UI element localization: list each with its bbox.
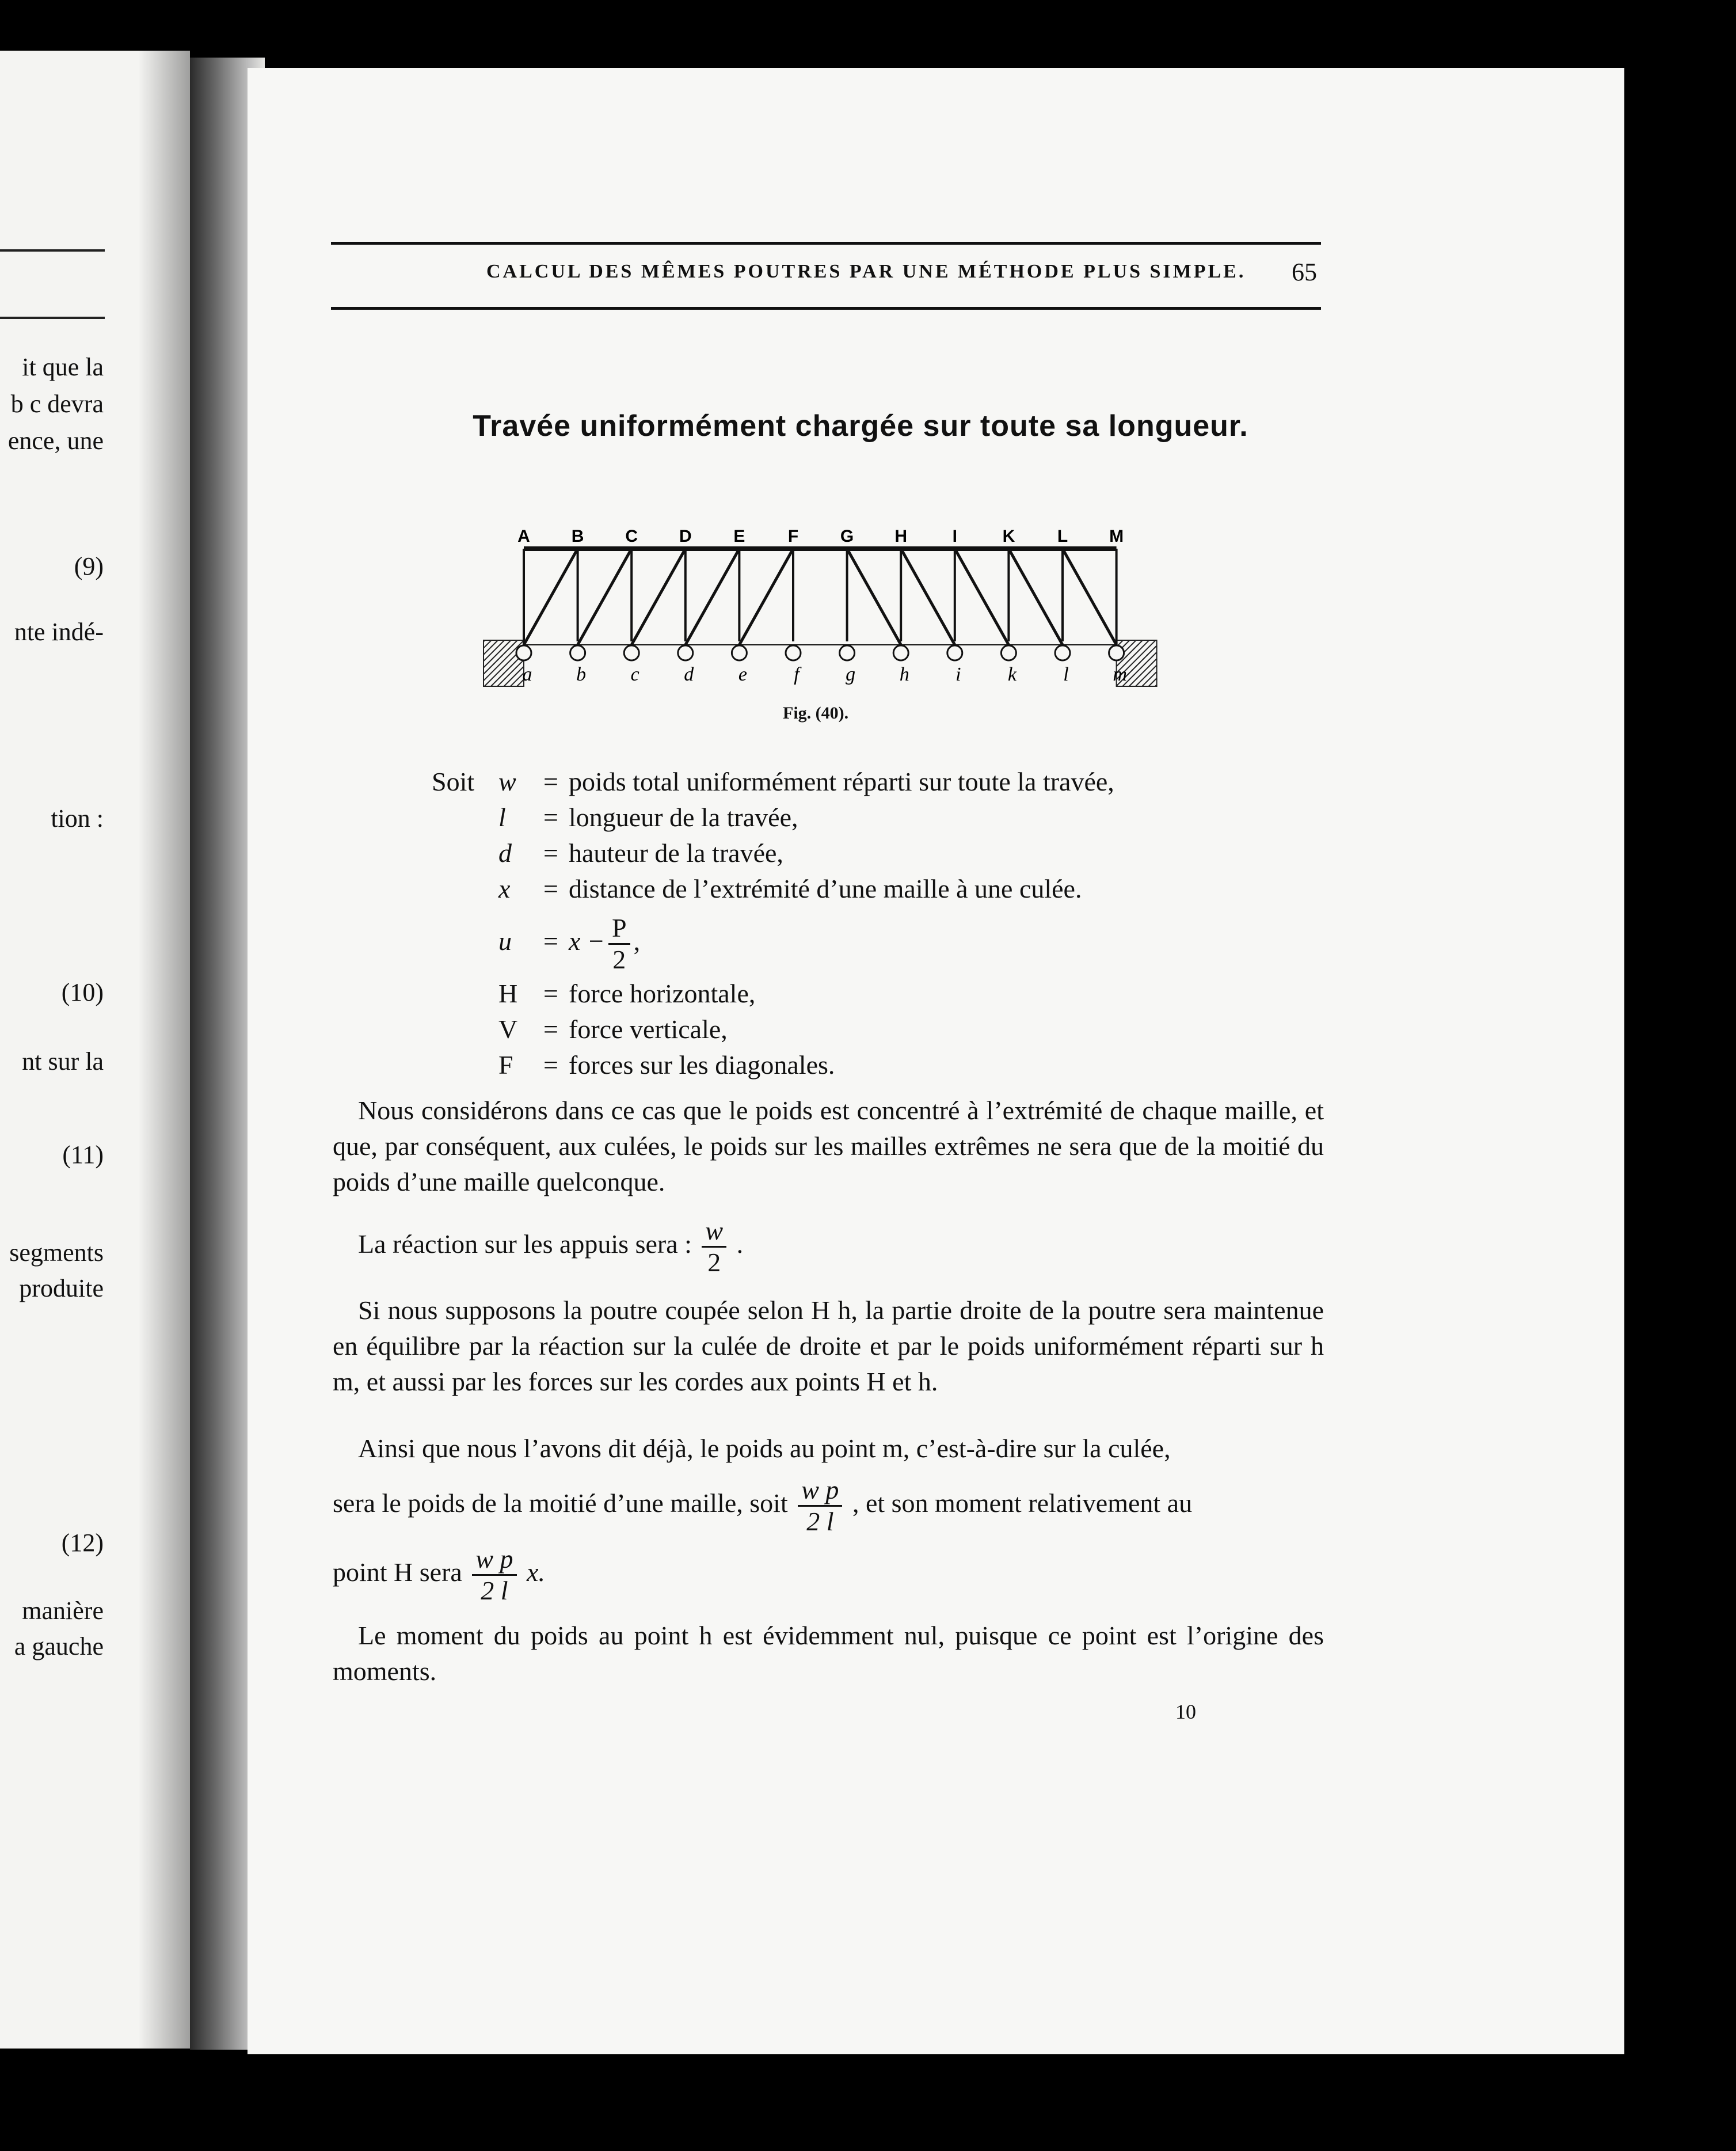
equals-sign: = — [543, 1050, 558, 1080]
top-node-label: H — [894, 527, 908, 546]
left-facing-page — [0, 51, 190, 2049]
bottom-node-label: m — [1113, 664, 1127, 685]
definition-text: poids total uniformément réparti sur toute la travée, — [569, 767, 1114, 796]
equals-sign: = — [543, 767, 558, 796]
definition-symbol: l — [498, 803, 506, 832]
definition-text: longueur de la travée, — [569, 803, 798, 832]
definition-text: hauteur de la travée, — [569, 838, 783, 868]
paragraph-4-text-d: x. — [527, 1557, 545, 1587]
definition-row — [498, 1048, 835, 1082]
header-rule-top — [331, 242, 1321, 245]
p-half-fraction — [608, 913, 630, 975]
section-title: Travée uniformément chargée sur toute sa longueur. — [473, 409, 1248, 443]
joint-roller — [1001, 645, 1016, 660]
diagonal-member — [631, 549, 686, 645]
definition-symbol: H — [498, 979, 518, 1008]
definition-row — [498, 765, 1114, 799]
bottom-node-label: k — [1007, 664, 1017, 685]
diagonal-member — [955, 549, 1009, 645]
definition-row — [498, 872, 1082, 906]
top-node-label: B — [571, 527, 584, 546]
definition-text: forces sur les diagonales. — [569, 1050, 835, 1080]
truss-figure — [478, 523, 1168, 707]
fraction-numerator: w p — [798, 1475, 842, 1507]
joint-roller — [786, 645, 801, 660]
left-page-line: tion : — [51, 804, 104, 833]
diagonal-member — [686, 549, 740, 645]
left-page-line: a gauche — [14, 1632, 104, 1660]
joint-roller — [893, 645, 908, 660]
joint-roller — [732, 645, 747, 660]
definition-row — [498, 836, 783, 871]
fraction-denominator: 2 l — [806, 1507, 834, 1536]
bottom-node-label: b — [576, 664, 587, 685]
left-page-line: b c devra — [10, 390, 104, 418]
left-page-line: segments — [9, 1238, 104, 1267]
top-node-label: L — [1057, 527, 1068, 546]
reaction-fraction — [702, 1216, 726, 1278]
spine-shadow — [138, 51, 190, 2049]
bottom-node-label: f — [794, 664, 800, 685]
diagonal-member — [847, 549, 901, 645]
paragraph-4-text-c: point H sera — [333, 1557, 462, 1587]
left-page-line: produite — [19, 1274, 104, 1302]
joint-roller — [840, 645, 855, 660]
diagonal-member — [1063, 549, 1117, 645]
top-node-label: C — [625, 527, 638, 546]
left-page-line: nte indé- — [14, 618, 104, 646]
joint-roller — [570, 645, 585, 660]
equals-sign: = — [543, 803, 558, 832]
left-page-rule-bottom — [0, 317, 105, 319]
paragraph-4-line-3 — [333, 1544, 545, 1606]
bottom-node-label: i — [955, 664, 961, 685]
fraction-numerator: w — [702, 1216, 726, 1248]
diagonal-member — [1008, 549, 1063, 645]
expression-tail: , — [633, 926, 641, 956]
bottom-node-label: c — [630, 664, 639, 685]
definition-symbol: F — [498, 1050, 513, 1080]
left-page-line: (12) — [61, 1529, 104, 1557]
equals-sign: = — [543, 1014, 558, 1044]
fraction-denominator: 2 l — [481, 1576, 508, 1605]
bottom-node-label: l — [1063, 664, 1069, 685]
top-node-label: A — [517, 527, 530, 546]
definition-symbol: w — [498, 767, 516, 796]
joint-roller — [678, 645, 693, 660]
definition-row — [498, 1012, 728, 1047]
paragraph-2-text: La réaction sur les appuis sera : — [358, 1229, 692, 1259]
joint-roller — [947, 645, 962, 660]
joint-roller — [624, 645, 639, 660]
top-node-label: F — [787, 527, 799, 546]
definition-symbol: x — [498, 874, 511, 903]
paragraph-2 — [358, 1216, 743, 1278]
book-page — [248, 68, 1624, 2054]
bottom-node-label: g — [846, 664, 856, 685]
bottom-node-label: d — [684, 664, 694, 685]
left-page-line: ence, une — [7, 427, 104, 455]
weight-fraction — [798, 1475, 842, 1537]
joint-roller — [1109, 645, 1124, 660]
bottom-node-label: h — [899, 664, 909, 685]
diagonal-member — [901, 549, 955, 645]
definition-row — [498, 800, 798, 835]
header-rule-bottom — [331, 307, 1321, 310]
fraction-numerator: w p — [472, 1544, 516, 1576]
definition-symbol: V — [498, 1014, 518, 1044]
top-node-label: I — [952, 527, 957, 546]
diagonal-member — [739, 549, 793, 645]
equals-sign: = — [543, 979, 558, 1008]
definition-text: force horizontale, — [569, 979, 756, 1008]
left-page-rule-top — [0, 249, 105, 252]
paragraph-4-text-b: , et son moment relativement au — [852, 1488, 1193, 1518]
paragraph-4-line-1: Ainsi que nous l’avons dit déjà, le poids au point m, c’est-à-dire sur la culée, — [358, 1434, 1171, 1463]
paragraph-3: Si nous supposons la poutre coupée selon H h, la partie droite de la poutre sera maintenue en équilibre par la réaction sur la culée de droite et par le poids uniformément réparti sur h m, et aussi par les forces sur les cordes aux points H et h. — [333, 1295, 1324, 1396]
equals-sign: = — [543, 926, 558, 956]
diagonal-member — [578, 549, 632, 645]
top-node-label: K — [1002, 527, 1015, 546]
paragraph-1: Nous considérons dans ce cas que le poids est concentré à l’extrémité de chaque maille, et que, par conséquent, aux culées, le poids sur les mailles extrêmes ne sera que de la moitié du poids d’une maille quelconque. — [333, 1096, 1324, 1196]
equals-sign: = — [543, 838, 558, 868]
bottom-node-label: e — [738, 664, 747, 685]
paragraph-4-text-a: sera le poids de la moitié d’une maille, soit — [333, 1488, 788, 1518]
diagonal-member — [524, 549, 578, 645]
top-node-label: M — [1109, 527, 1124, 546]
top-node-label: E — [733, 527, 745, 546]
joint-roller — [1055, 645, 1070, 660]
figure-caption: Fig. (40). — [783, 704, 849, 723]
left-page-line: (10) — [61, 978, 104, 1006]
fraction-denominator: 2 — [707, 1248, 721, 1277]
left-page-line: nt sur la — [22, 1047, 104, 1076]
definition-row — [498, 913, 640, 975]
fraction-numerator: P — [608, 913, 630, 945]
equals-sign: = — [543, 874, 558, 903]
paragraph-4-line-2 — [333, 1475, 1192, 1537]
joint-roller — [516, 645, 531, 660]
paragraph-5: Le moment du poids au point h est évidemment nul, puisque ce point est l’origine des moments. — [333, 1621, 1324, 1686]
top-node-label: D — [679, 527, 692, 546]
bottom-node-label: a — [522, 664, 532, 685]
fraction-denominator: 2 — [612, 945, 626, 974]
left-page-line: it que la — [22, 353, 104, 381]
left-page-line: (9) — [74, 552, 104, 580]
definition-text: distance de l’extrémité d’une maille à une culée. — [569, 874, 1082, 903]
signature-mark: 10 — [1175, 1700, 1196, 1723]
definition-text: force verticale, — [569, 1014, 728, 1044]
page-number: 65 — [1292, 258, 1317, 286]
definition-symbol: d — [498, 838, 512, 868]
left-page-line: manière — [22, 1597, 104, 1625]
paragraph-2-tail: . — [736, 1229, 744, 1259]
moment-fraction — [472, 1544, 516, 1606]
expression-lhs: x − — [569, 926, 605, 956]
definition-symbol: u — [498, 926, 512, 956]
top-node-label: G — [840, 527, 854, 546]
definitions-intro: Soit — [432, 767, 475, 796]
definition-row — [498, 976, 755, 1011]
running-header: CALCUL DES MÊMES POUTRES PAR UNE MÉTHODE PLUS SIMPLE. — [486, 261, 1246, 282]
left-page-line: (11) — [62, 1141, 104, 1169]
